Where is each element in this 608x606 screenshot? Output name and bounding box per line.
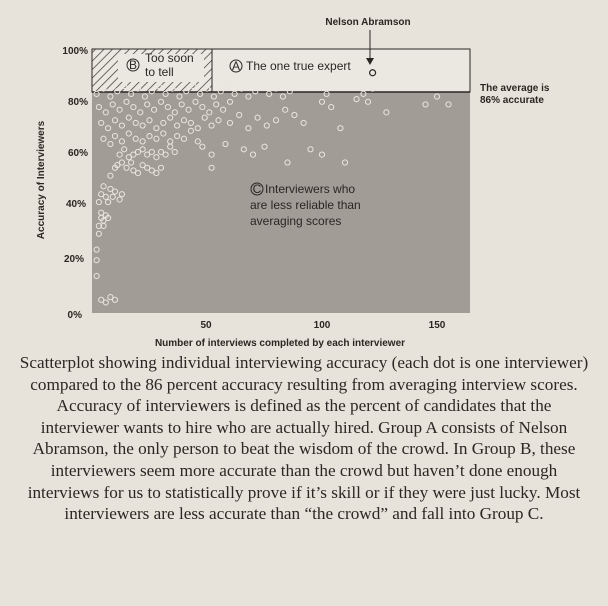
group-b-line1: Too soon <box>145 51 194 65</box>
nelson-label: Nelson Abramson <box>325 17 411 28</box>
x-tick-150: 150 <box>428 320 446 331</box>
y-tick-0: 0% <box>67 310 82 321</box>
x-tick-100: 100 <box>313 320 331 331</box>
y-tick-60: 60% <box>67 148 88 159</box>
group-b-line2: to tell <box>145 65 174 79</box>
group-a-label: The one true expert <box>246 59 351 73</box>
y-tick-40: 40% <box>65 199 86 210</box>
figure-caption: Scatterplot showing individual interviewing accuracy (each dot is one interviewer) compared to the 86 percent accuracy resulting from averaging interview scores. Accuracy of interviewers is defined as the percent of candidates that the interviewer wants to hire who are actually hired. Group A consists of Nelson Abramson, the only person to beat the wisdom of the crowd. In Group B, these interviewers seem more accurate than the crowd but haven’t done enough interviews for us to statistically prove if it’s skill or if they were just lucky. Most interviewers are less accurate than “the crowd” and fall into Group C. <box>19 353 589 524</box>
group-c-line2: are less reliable than <box>250 198 361 212</box>
group-a-letter: A <box>231 59 241 73</box>
y-axis-label: Accuracy of Interviewers <box>36 120 47 240</box>
x-tick-50: 50 <box>200 320 212 331</box>
y-tick-100: 100% <box>62 46 88 57</box>
group-c-line3: averaging scores <box>250 214 342 228</box>
average-line1: The average is <box>480 83 550 94</box>
group-c-letter: C <box>252 182 262 196</box>
group-b-letter: B <box>128 58 138 72</box>
average-line2: 86% accurate <box>480 95 544 106</box>
y-tick-80: 80% <box>67 97 88 108</box>
y-tick-20: 20% <box>63 254 84 265</box>
x-axis-label: Number of interviews completed by each interviewer <box>154 338 406 349</box>
group-c-line1: Interviewers who <box>265 182 356 196</box>
